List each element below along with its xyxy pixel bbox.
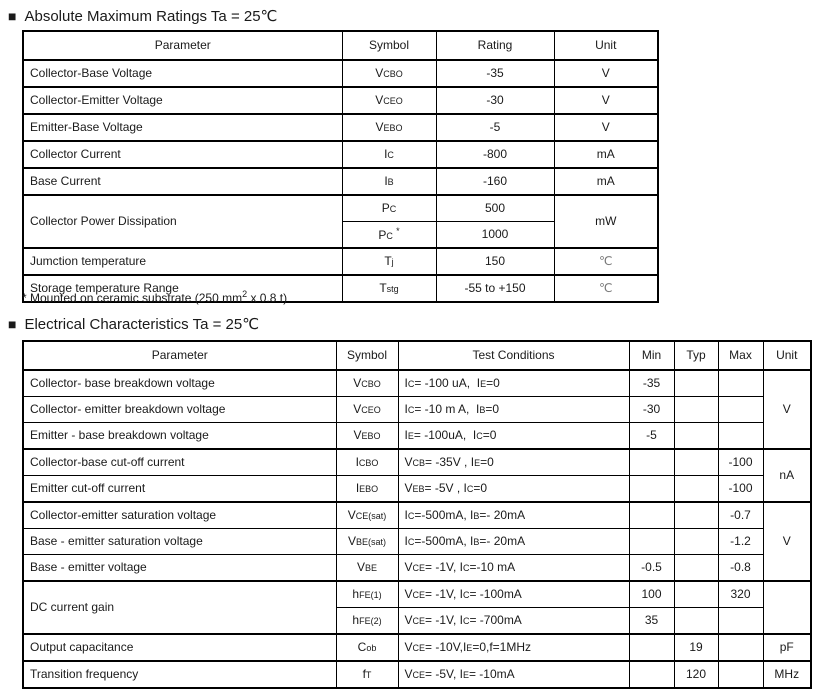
subscript: C (386, 231, 393, 242)
subscript: C (389, 203, 397, 214)
symbol-cell (342, 222, 436, 249)
text-segment: I (404, 401, 408, 416)
subscript: E (480, 378, 487, 389)
symbol-cell (342, 114, 436, 141)
cond-cell (398, 581, 629, 608)
param-cell: Storage temperature Range (23, 275, 342, 302)
param-cell: Base - emitter voltage (23, 555, 336, 582)
subscript: j (391, 256, 394, 267)
elec-char-table (22, 340, 812, 689)
unit-cell: mW (554, 195, 658, 248)
max-cell: -0.7 (718, 502, 763, 529)
subscript: CE (412, 669, 426, 680)
table-row (23, 476, 811, 503)
subscript: stg (386, 283, 399, 294)
cond-cell (398, 397, 629, 423)
subscript: BE (365, 562, 378, 573)
text-segment: =0 (482, 427, 497, 442)
symbol-cell (336, 581, 398, 608)
subscript: E (466, 642, 473, 653)
subscript: FE(2) (359, 615, 382, 626)
text-segment: V (404, 639, 413, 654)
typ-cell: 19 (674, 634, 718, 661)
header-cell: Unit (554, 31, 658, 60)
unit-cell: mA (554, 168, 658, 195)
max-cell (718, 634, 763, 661)
param-cell: Collector Power Dissipation (23, 195, 342, 248)
min-cell: -0.5 (629, 555, 674, 582)
abs-max-table (22, 30, 659, 303)
text-segment: = -100mA (469, 586, 522, 601)
symbol-cell (342, 141, 436, 168)
table-row (23, 141, 658, 168)
subscript: CE (412, 615, 426, 626)
header-cell: Rating (436, 31, 554, 60)
table-row (23, 581, 811, 608)
subscript: EBO (361, 430, 381, 441)
unit-cell (763, 581, 811, 634)
table-row (23, 449, 811, 476)
max-cell: -100 (718, 449, 763, 476)
subscript: B (479, 404, 486, 415)
subscript: T (365, 669, 372, 680)
cond-cell (398, 661, 629, 688)
subscript: B (473, 536, 480, 547)
elec-char-heading-text: Electrical Characteristics Ta = 25℃ (24, 316, 260, 333)
header-cell: Parameter (23, 341, 336, 370)
text-segment: V (353, 427, 362, 442)
text-segment: =-500mA, I (414, 533, 474, 548)
cond-cell (398, 502, 629, 529)
text-segment: =0 (480, 454, 494, 469)
subscript: CBO (358, 457, 379, 468)
text-segment: =0 (473, 480, 488, 495)
symbol-cell (336, 555, 398, 582)
min-cell: -35 (629, 370, 674, 397)
text-segment: = -1V, I (425, 612, 463, 627)
param-cell: Transition frequency (23, 661, 336, 688)
text-segment: =0 (485, 401, 500, 416)
subscript: CEO (383, 95, 403, 106)
header-cell: Min (629, 341, 674, 370)
text-segment: V (404, 454, 413, 469)
subscript: EBO (383, 122, 403, 133)
table-row (23, 529, 811, 555)
typ-cell (674, 449, 718, 476)
min-cell (629, 661, 674, 688)
text-segment: f (362, 666, 366, 681)
text-segment: P (378, 228, 387, 243)
subscript: C (462, 562, 470, 573)
typ-cell (674, 423, 718, 450)
table-row (23, 397, 811, 423)
param-cell: Collector Current (23, 141, 342, 168)
text-segment: C (357, 639, 367, 654)
param-cell: Emitter-Base Voltage (23, 114, 342, 141)
param-cell: Collector- emitter breakdown voltage (23, 397, 336, 423)
param-cell: Collector-Emitter Voltage (23, 87, 342, 114)
header-cell: Typ (674, 341, 718, 370)
text-segment: = -5V, I (425, 666, 463, 681)
symbol-cell (342, 60, 436, 87)
subscript: EBO (359, 483, 379, 494)
typ-cell (674, 502, 718, 529)
table-row (23, 423, 811, 450)
max-cell (718, 608, 763, 635)
text-segment: V (404, 666, 413, 681)
symbol-cell (336, 502, 398, 529)
table-row (23, 114, 658, 141)
cond-cell (398, 608, 629, 635)
text-segment: V (375, 65, 384, 80)
subscript: CB (412, 457, 426, 468)
subscript: C (407, 404, 415, 415)
text-segment: V (404, 586, 413, 601)
subscript: BE(sat) (356, 536, 387, 547)
table-row (23, 502, 811, 529)
rating-cell: 500 (436, 195, 554, 222)
subscript: C (466, 483, 474, 494)
rating-cell: -30 (436, 87, 554, 114)
header-cell: Unit (763, 341, 811, 370)
cond-cell (398, 449, 629, 476)
cond-cell (398, 555, 629, 582)
text-segment: V (404, 480, 413, 495)
text-segment: I (355, 454, 359, 469)
symbol-cell (336, 661, 398, 688)
subscript: CE (412, 642, 426, 653)
max-cell (718, 370, 763, 397)
symbol-cell (342, 168, 436, 195)
cond-cell (398, 634, 629, 661)
text-segment: h (352, 586, 360, 601)
elec-char-table-body (23, 370, 811, 688)
typ-cell (674, 581, 718, 608)
text-segment: V (353, 401, 362, 416)
subscript: CBO (361, 378, 381, 389)
table-row (23, 555, 811, 582)
unit-cell: nA (763, 449, 811, 502)
text-segment: V (404, 612, 413, 627)
text-segment: * Mounted on ceramic substrate (250 mm (22, 291, 243, 305)
subscript: B (473, 510, 480, 521)
param-cell: Base - emitter saturation voltage (23, 529, 336, 555)
footnote (22, 289, 287, 305)
subscript: CE (412, 562, 426, 573)
param-cell: Jumction temperature (23, 248, 342, 275)
text-segment: I (384, 146, 388, 161)
symbol-cell (342, 195, 436, 222)
text-segment: T (384, 253, 392, 268)
rating-cell: -35 (436, 60, 554, 87)
abs-max-table-body (23, 60, 658, 302)
table-row (23, 634, 811, 661)
param-cell: Output capacitance (23, 634, 336, 661)
symbol-cell (336, 476, 398, 503)
min-cell (629, 634, 674, 661)
header-row (23, 31, 658, 60)
text-segment: I (404, 375, 408, 390)
min-cell (629, 449, 674, 476)
elec-char-table-head (23, 341, 811, 370)
text-segment: V (347, 533, 356, 548)
table-row (23, 661, 811, 688)
symbol-cell (342, 248, 436, 275)
table-row (23, 248, 658, 275)
abs-max-heading-text: Absolute Maximum Ratings Ta = 25℃ (24, 8, 278, 25)
rating-cell: -800 (436, 141, 554, 168)
min-cell (629, 502, 674, 529)
symbol-cell (342, 275, 436, 302)
unit-cell: V (554, 87, 658, 114)
unit-cell: mA (554, 141, 658, 168)
symbol-cell (342, 87, 436, 114)
text-segment: = -1V, I (425, 559, 463, 574)
header-cell: Test Conditions (398, 341, 629, 370)
subscript: CEO (361, 404, 381, 415)
text-segment: = -100 uA, I (414, 375, 481, 390)
min-cell: 100 (629, 581, 674, 608)
typ-cell (674, 608, 718, 635)
text-segment: I (404, 507, 408, 522)
rating-cell: -55 to +150 (436, 275, 554, 302)
text-segment: V (375, 119, 384, 134)
typ-cell (674, 529, 718, 555)
rating-cell: -5 (436, 114, 554, 141)
min-cell: -30 (629, 397, 674, 423)
text-segment: I (404, 427, 408, 442)
symbol-cell (336, 397, 398, 423)
subscript: ob (366, 642, 377, 653)
subscript: C (407, 510, 415, 521)
typ-cell (674, 397, 718, 423)
param-cell: Emitter cut-off current (23, 476, 336, 503)
max-cell: -1.2 (718, 529, 763, 555)
subscript: B (387, 176, 394, 187)
max-cell (718, 423, 763, 450)
subscript: EB (412, 483, 425, 494)
header-cell: Max (718, 341, 763, 370)
subscript: C (387, 149, 394, 160)
table-row (23, 168, 658, 195)
abs-max-table-head (23, 31, 658, 60)
text-segment: I (384, 173, 388, 188)
elec-char-heading (8, 315, 259, 333)
text-segment: = -35V , I (425, 454, 475, 469)
rating-cell: 150 (436, 248, 554, 275)
black-square-icon: ■ (8, 8, 17, 24)
subscript: C (462, 589, 470, 600)
unit-cell: V (763, 370, 811, 449)
unit-cell: pF (763, 634, 811, 661)
min-cell (629, 529, 674, 555)
black-square-icon: ■ (8, 316, 17, 332)
text-segment: P (381, 200, 390, 215)
symbol-cell (336, 423, 398, 450)
table-row (23, 87, 658, 114)
text-segment: = -10 m A, I (414, 401, 480, 416)
symbol-cell (336, 634, 398, 661)
text-segment: V (404, 559, 413, 574)
cond-cell (398, 423, 629, 450)
unit-cell: ℃ (554, 248, 658, 275)
subscript: FE(1) (359, 589, 382, 600)
superscript: 2 (242, 289, 248, 299)
subscript: CE (412, 589, 426, 600)
subscript: CE(sat) (355, 510, 387, 521)
min-cell (629, 476, 674, 503)
text-segment: =0,f=1MHz (472, 639, 532, 654)
text-segment: I (404, 533, 408, 548)
text-segment: = -10mA (468, 666, 515, 681)
unit-cell: V (554, 114, 658, 141)
subscript: CBO (383, 68, 403, 79)
header-cell: Parameter (23, 31, 342, 60)
param-cell: Collector-base cut-off current (23, 449, 336, 476)
superscript: * (396, 226, 400, 237)
abs-max-heading (8, 7, 277, 25)
typ-cell (674, 476, 718, 503)
symbol-cell (336, 529, 398, 555)
text-segment: V (356, 559, 365, 574)
subscript: C (407, 536, 415, 547)
typ-cell (674, 555, 718, 582)
table-row (23, 195, 658, 222)
min-cell: -5 (629, 423, 674, 450)
table-row (23, 370, 811, 397)
header-cell: Symbol (342, 31, 436, 60)
subscript: C (462, 615, 470, 626)
param-cell: Base Current (23, 168, 342, 195)
max-cell (718, 661, 763, 688)
subscript: C (476, 430, 483, 441)
text-segment: I (355, 480, 360, 495)
text-segment: x 0.8 t) (247, 291, 288, 305)
max-cell: -100 (718, 476, 763, 503)
text-segment: =-500mA, I (414, 507, 474, 522)
max-cell: 320 (718, 581, 763, 608)
param-cell: Collector-Base Voltage (23, 60, 342, 87)
text-segment: V (353, 375, 362, 390)
rating-cell: 1000 (436, 222, 554, 249)
max-cell (718, 397, 763, 423)
typ-cell (674, 370, 718, 397)
symbol-cell (336, 449, 398, 476)
param-cell: Collector-emitter saturation voltage (23, 502, 336, 529)
symbol-cell (336, 370, 398, 397)
text-segment: =0 (486, 375, 500, 390)
table-row (23, 60, 658, 87)
symbol-cell (336, 608, 398, 635)
subscript: C (407, 378, 415, 389)
text-segment: V (347, 507, 356, 522)
subscript: E (462, 669, 469, 680)
text-segment: =-10 mA (469, 559, 516, 574)
header-row (23, 341, 811, 370)
cond-cell (398, 370, 629, 397)
cond-cell (398, 529, 629, 555)
text-segment: h (352, 612, 360, 627)
unit-cell: V (554, 60, 658, 87)
text-segment: V (375, 92, 384, 107)
text-segment: =- 20mA (479, 533, 526, 548)
subscript: E (474, 457, 481, 468)
cond-cell (398, 476, 629, 503)
unit-cell: MHz (763, 661, 811, 688)
text-segment: T (379, 280, 387, 295)
header-cell: Symbol (336, 341, 398, 370)
text-segment: = -700mA (469, 612, 522, 627)
text-segment: = -100uA, I (413, 427, 477, 442)
text-segment: = -5V , I (424, 480, 467, 495)
unit-cell: V (763, 502, 811, 581)
min-cell: 35 (629, 608, 674, 635)
text-segment: =- 20mA (479, 507, 526, 522)
unit-cell: ℃ (554, 275, 658, 302)
max-cell: -0.8 (718, 555, 763, 582)
rating-cell: -160 (436, 168, 554, 195)
param-cell: Emitter - base breakdown voltage (23, 423, 336, 450)
param-cell: DC current gain (23, 581, 336, 634)
typ-cell: 120 (674, 661, 718, 688)
text-segment: = -10V,I (425, 639, 467, 654)
subscript: E (407, 430, 414, 441)
param-cell: Collector- base breakdown voltage (23, 370, 336, 397)
text-segment: = -1V, I (425, 586, 463, 601)
